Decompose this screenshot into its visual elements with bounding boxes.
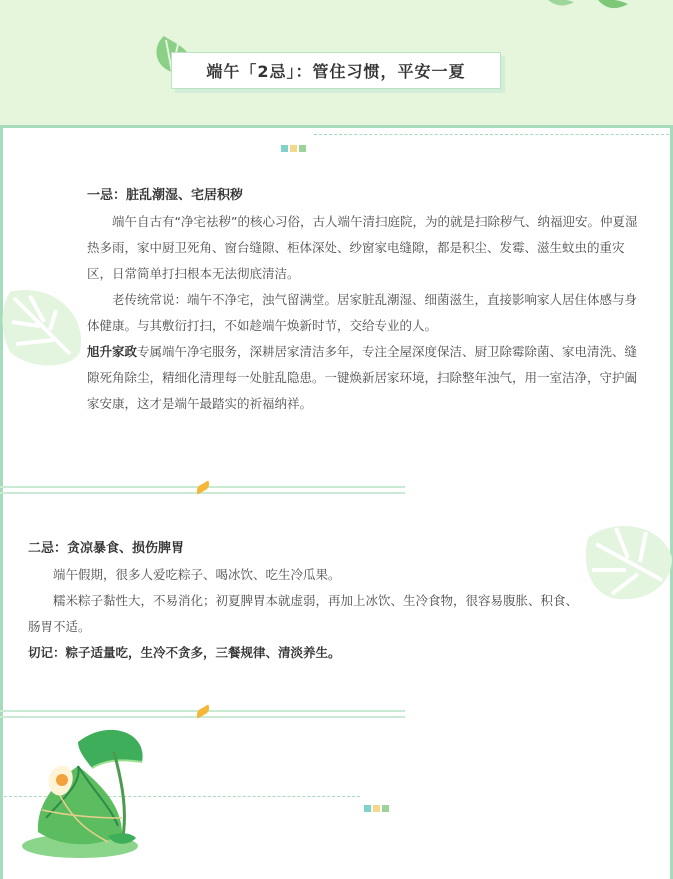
section-1-heading: 一忌：脏乱潮湿、宅居积秽 — [87, 188, 244, 203]
section-2-heading: 二忌：贪凉暴食、损伤脾胃 — [28, 541, 185, 556]
color-dots — [364, 805, 389, 812]
section-2 — [28, 536, 588, 666]
monstera-leaf-icon — [582, 518, 673, 604]
section-2-paragraph: 端午假期，很多人爱吃粽子、喝冰饮、吃生冷瓜果。 — [53, 567, 341, 582]
dashed-line — [314, 134, 669, 135]
section-1-paragraph: 端午自古有“净宅祛秽”的核心习俗，古人端午清扫庭院，为的就是扫除秽气、纳福迎安。仲夏湿热多雨，家中厨卫死角、窗台缝隙、柜体深处、纱窗家电缝隙，都是积尘、发霉、滋生蚊虫的重灾区，日常简单打扫根本无法彻底清洁。 — [87, 214, 638, 281]
monstera-leaf-icon — [0, 282, 90, 372]
section-1-paragraph-text: 专属端午净宅服务，深耕居家清洁多年，专注全屋深度保洁、厨卫除霉除菌、家电清洗、缝隙死角除尘，精细化清理每一处脏乱隐患。一键焕新居家环境，扫除整年浊气，用一室洁净，守护阖家安康，这才是端午最踏实的祈福纳祥。 — [87, 344, 638, 411]
section-1-paragraph — [87, 339, 647, 417]
section-1-paragraph: 老传统常说：端午不净宅，浊气留满堂。居家脏乱潮湿、细菌滋生，直接影响家人居住体感与身体健康。与其敷衍打扫，不如趁端午焕新时节，交给专业的人。 — [87, 292, 638, 333]
brand-name: 旭升家政 — [87, 344, 138, 359]
color-dots — [281, 145, 306, 152]
zongzi-illustration-icon — [18, 722, 148, 862]
page-title: 端午「2忌」：管住习惯，平安一夏 — [206, 62, 466, 81]
leaf-decoration-icon — [540, 0, 635, 14]
title-box — [171, 52, 501, 89]
section-1 — [87, 183, 647, 417]
section-2-note: 切记：粽子适量吃，生冷不贪多，三餐规律、清淡养生。 — [28, 645, 341, 660]
section-2-paragraph: 糯米粽子黏性大，不易消化；初夏脾胃本就虚弱，再加上冰饮、生冷食物，很容易腹胀、积食、肠胃不适。 — [28, 593, 579, 634]
